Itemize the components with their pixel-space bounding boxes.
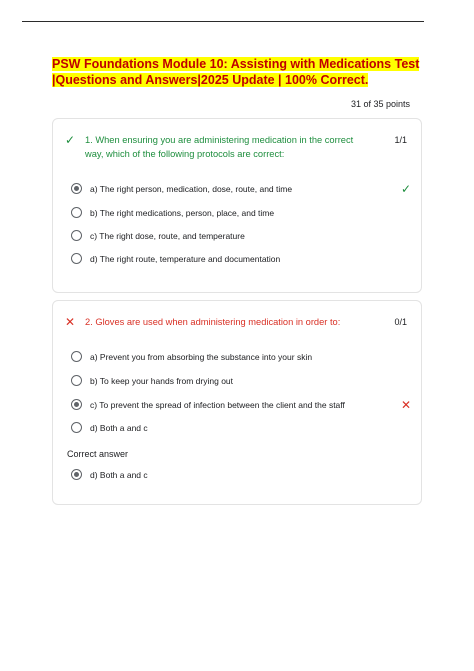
correct-answer-option [71, 469, 411, 480]
answer-option[interactable] [71, 230, 411, 241]
question-text: 2. Gloves are used when administering medication in order to: [85, 317, 341, 327]
radio-icon[interactable] [71, 253, 82, 264]
question-card-2 [52, 300, 422, 505]
option-label: b) The right medications, person, place, and time [90, 207, 275, 218]
answer-option[interactable] [71, 399, 411, 410]
option-label: c) To prevent the spread of infection between the client and the staff [90, 399, 345, 410]
cross-icon: ✕ [65, 315, 76, 329]
answer-option[interactable] [71, 183, 411, 194]
radio-icon[interactable] [71, 351, 82, 362]
radio-selected-icon[interactable] [71, 183, 82, 194]
correct-answer-heading: Correct answer [67, 449, 129, 459]
answer-option[interactable] [71, 253, 411, 264]
option-label: c) The right dose, route, and temperature [90, 230, 245, 241]
answer-option[interactable] [71, 375, 411, 386]
total-points: 31 of 35 points [350, 99, 410, 109]
option-label: b) To keep your hands from drying out [90, 375, 234, 386]
question-header [65, 315, 365, 329]
question-text: 1. When ensuring you are administering medication in the correct way, which of the following protocols are correct: [85, 135, 354, 159]
top-rule [22, 21, 424, 22]
radio-icon[interactable] [71, 375, 82, 386]
radio-icon[interactable] [71, 207, 82, 218]
answer-option[interactable] [71, 207, 411, 218]
option-label: d) Both a and c [90, 422, 148, 433]
question-card-1 [52, 118, 422, 293]
option-label: d) Both a and c [90, 469, 148, 480]
radio-selected-icon [71, 469, 82, 480]
document-title: PSW Foundations Module 10: Assisting with Medications Test |Questions and Answers|2025 Update | 100% Correct. [52, 57, 420, 87]
question-score: 1/1 [394, 135, 407, 145]
radio-icon[interactable] [71, 230, 82, 241]
radio-icon[interactable] [71, 422, 82, 433]
check-icon: ✓ [65, 133, 76, 147]
answer-option[interactable] [71, 422, 411, 433]
option-label: a) Prevent you from absorbing the substance into your skin [90, 351, 313, 362]
question-score: 0/1 [394, 317, 407, 327]
option-label: d) The right route, temperature and documentation [90, 253, 281, 264]
answer-option[interactable] [71, 351, 411, 362]
radio-selected-icon[interactable] [71, 399, 82, 410]
cross-icon: ✕ [400, 397, 411, 412]
question-header [65, 133, 365, 161]
check-icon: ✓ [400, 181, 411, 196]
option-label: a) The right person, medication, dose, route, and time [90, 183, 293, 194]
